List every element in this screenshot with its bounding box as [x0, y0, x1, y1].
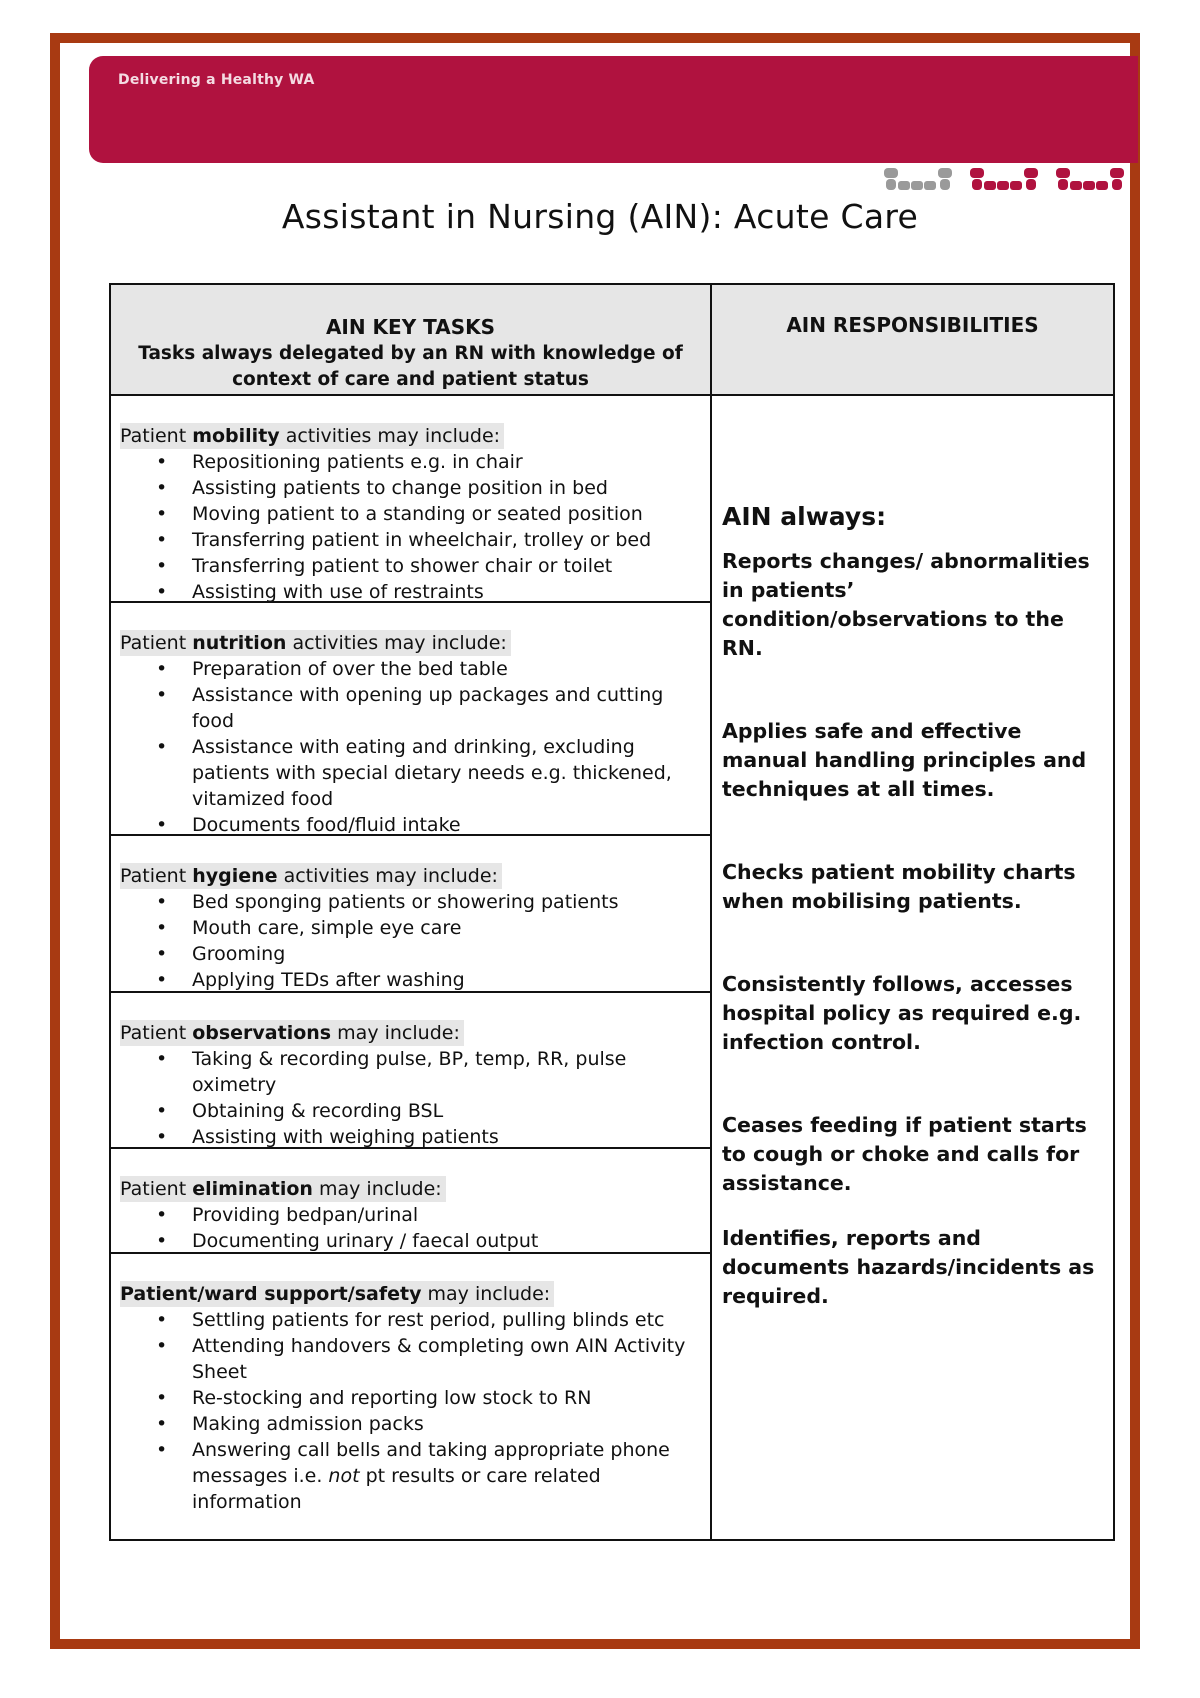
list-item: • Bed sponging patients or showering patients	[192, 889, 704, 915]
task-list	[120, 889, 704, 993]
list-item: • Providing bedpan/urinal	[192, 1202, 704, 1228]
page-title: Assistant in Nursing (AIN): Acute Care	[281, 197, 919, 236]
tasks-column	[111, 285, 712, 1539]
list-item: • Assisting with use of restraints	[192, 579, 704, 603]
support-safety-section	[111, 1254, 710, 1539]
task-list	[120, 656, 704, 836]
section-heading: Patient mobility activities may include:	[120, 423, 504, 449]
responsibilities-heading: AIN always:	[722, 502, 887, 531]
list-item: • Assisting patients to change position in bed	[192, 475, 704, 501]
tasks-header-title: AIN KEY TASKS	[325, 315, 496, 339]
list-item: • Attending handovers & completing own AIN Activity Sheet	[192, 1333, 704, 1385]
header-banner	[89, 56, 1138, 163]
observations-section	[111, 993, 710, 1149]
emphasis-not: not	[328, 1465, 360, 1487]
responsibility-item: Ceases feeding if patient starts to cough or choke and calls for assistance.	[722, 1113, 1087, 1195]
responsibility-item: Consistently follows, accesses hospital policy as required e.g. infection control.	[722, 972, 1082, 1054]
list-item: • Mouth care, simple eye care	[192, 915, 704, 941]
section-heading: Patient/ward support/safety may include:	[120, 1281, 554, 1307]
list-item: • Documenting urinary / faecal output	[192, 1228, 704, 1254]
tasks-header-subtitle: Tasks always delegated by an RN with knowledge of context of care and patient status	[138, 343, 683, 390]
list-item: • Assistance with eating and drinking, excluding patients with special dietary needs e.g. thickened, vitamized food	[192, 734, 704, 812]
responsibility-item: Identifies, reports and documents hazards/incidents as required.	[722, 1226, 1095, 1308]
section-heading: Patient nutrition activities may include:	[120, 630, 511, 656]
list-item: • Obtaining & recording BSL	[192, 1098, 704, 1124]
elimination-section	[111, 1149, 710, 1254]
list-item: • Preparation of over the bed table	[192, 656, 704, 682]
task-list	[120, 1202, 704, 1254]
list-item: • Moving patient to a standing or seated position	[192, 501, 704, 527]
task-list	[120, 1307, 704, 1515]
responsibilities-body	[712, 502, 1113, 1311]
logo-marks-icon	[884, 166, 1140, 192]
responsibilities-header: AIN RESPONSIBILITIES	[712, 285, 1113, 396]
nutrition-section	[111, 603, 710, 836]
responsibilities-column	[712, 285, 1113, 1539]
section-heading: Patient elimination may include:	[120, 1176, 446, 1202]
banner-tagline: Delivering a Healthy WA	[118, 72, 315, 88]
list-item: • Documents food/fluid intake	[192, 812, 704, 836]
list-item: • Assistance with opening up packages and cutting food	[192, 682, 704, 734]
section-heading: Patient hygiene activities may include:	[120, 863, 502, 889]
list-item: • Grooming	[192, 941, 704, 967]
list-item: • Assisting with weighing patients	[192, 1124, 704, 1149]
list-item: • Transferring patient in wheelchair, trolley or bed	[192, 527, 704, 553]
list-item: • Transferring patient to shower chair or toilet	[192, 553, 704, 579]
list-item: • Applying TEDs after washing	[192, 967, 704, 993]
responsibility-item: Applies safe and effective manual handling principles and techniques at all times.	[722, 719, 1087, 801]
list-item: • Re-stocking and reporting low stock to RN	[192, 1385, 704, 1411]
tasks-header	[111, 285, 710, 396]
list-item: • Repositioning patients e.g. in chair	[192, 449, 704, 475]
list-item: • Settling patients for rest period, pulling blinds etc	[192, 1307, 704, 1333]
responsibility-item: Checks patient mobility charts when mobilising patients.	[722, 860, 1076, 913]
section-heading: Patient observations may include:	[120, 1020, 464, 1046]
list-item: • Answering call bells and taking appropriate phone messages i.e. not pt results or care related information	[192, 1437, 704, 1515]
mobility-section	[111, 396, 710, 603]
list-item: • Taking & recording pulse, BP, temp, RR, pulse oximetry	[192, 1046, 704, 1098]
ain-tasks-table	[109, 283, 1115, 1541]
list-item: • Making admission packs	[192, 1411, 704, 1437]
hygiene-section	[111, 836, 710, 993]
task-list	[120, 1046, 704, 1149]
task-list	[120, 449, 704, 603]
responsibility-item: Reports changes/ abnormalities in patients’ condition/observations to the RN.	[722, 549, 1090, 660]
